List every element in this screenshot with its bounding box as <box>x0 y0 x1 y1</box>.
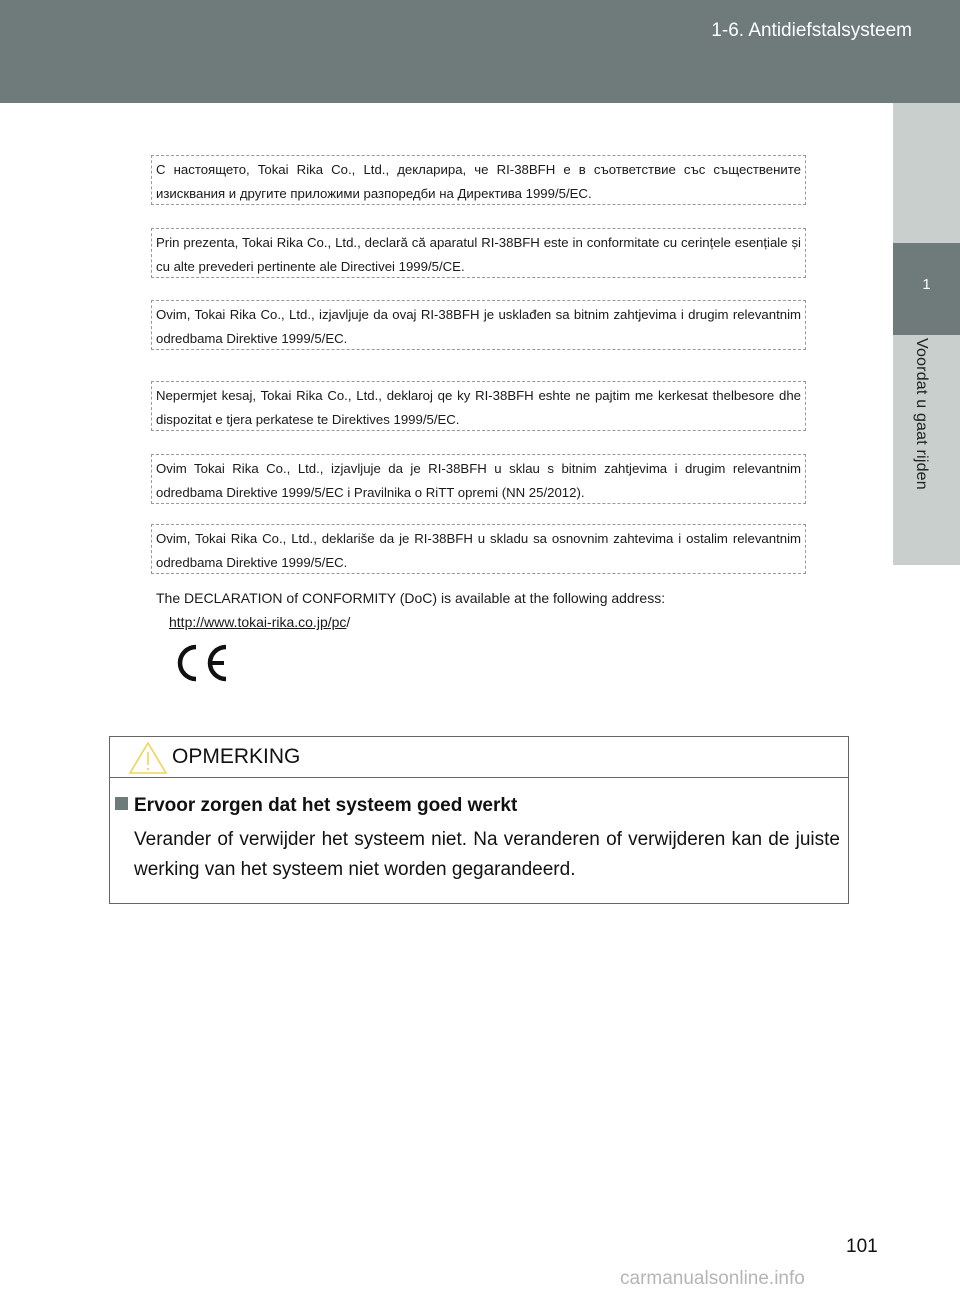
header-bar <box>0 0 960 103</box>
ce-mark-icon <box>170 641 230 685</box>
chapter-label: Voordat u gaat rijden <box>913 338 930 490</box>
caution-header <box>110 737 848 778</box>
page-number: 101 <box>846 1236 878 1257</box>
warning-triangle-icon <box>128 741 168 775</box>
section-title: 1-6. Antidiefstalsysteem <box>711 20 912 41</box>
side-strip-top <box>893 103 960 243</box>
declaration-bulgarian: С настоящето, Tokai Rika Co., Ltd., декларира, че RI-38BFH е в съответствие със съществените изисквания и другите приложими разпоредби на Директива 1999/5/EC. <box>151 155 806 205</box>
doc-url-link[interactable]: http://www.tokai-rika.co.jp/pc <box>169 614 347 630</box>
chapter-number: 1 <box>922 276 931 293</box>
caution-box <box>109 736 849 904</box>
caution-title: OPMERKING <box>172 745 301 768</box>
caution-subheading <box>115 795 517 817</box>
doc-url-suffix: / <box>346 614 351 630</box>
caution-body: Verander of verwijder het systeem niet. Na veranderen of verwijderen kan de juiste werking van het systeem niet worden gegarandeerd. <box>134 829 840 880</box>
caution-subheading-text: Ervoor zorgen dat het systeem goed werkt <box>134 795 518 816</box>
watermark: carmanualsonline.info <box>620 1268 805 1289</box>
doc-statement: The DECLARATION of CONFORMITY (DoC) is available at the following address: <box>156 590 666 606</box>
declaration-croatian: Ovim Tokai Rika Co., Ltd., izjavljuje da je RI-38BFH u sklau s bitnim zahtjevima i drugim relevantnim odredbama Direktive 1999/5/EC i Pravilnika o RiTT opremi (NN 25/2012). <box>151 454 806 504</box>
declaration-bosnian: Ovim, Tokai Rika Co., Ltd., izjavljuje da ovaj RI-38BFH je usklađen sa bitnim zahtjevima i drugim relevantnim odredbama Direktive 1999/5/EC. <box>151 300 806 350</box>
declaration-albanian: Nepermjet kesaj, Tokai Rika Co., Ltd., deklaroj qe ky RI-38BFH eshte ne pajtim me kerkesat thelbesore dhe dispozitat e tjera perkatese te Direktives 1999/5/EC. <box>151 381 806 431</box>
declaration-romanian: Prin prezenta, Tokai Rika Co., Ltd., declară că aparatul RI-38BFH este in conformitate cu cerințele esențiale și cu alte prevederi pertinente ale Directivei 1999/5/CE. <box>151 228 806 278</box>
square-bullet-icon <box>115 797 128 810</box>
declaration-serbian: Ovim, Tokai Rika Co., Ltd., deklariše da je RI-38BFH u skladu sa osnovnim zahtevima i ostalim relevantnim odredbama Direktive 1999/5/EC. <box>151 524 806 574</box>
doc-url-line <box>169 614 350 630</box>
